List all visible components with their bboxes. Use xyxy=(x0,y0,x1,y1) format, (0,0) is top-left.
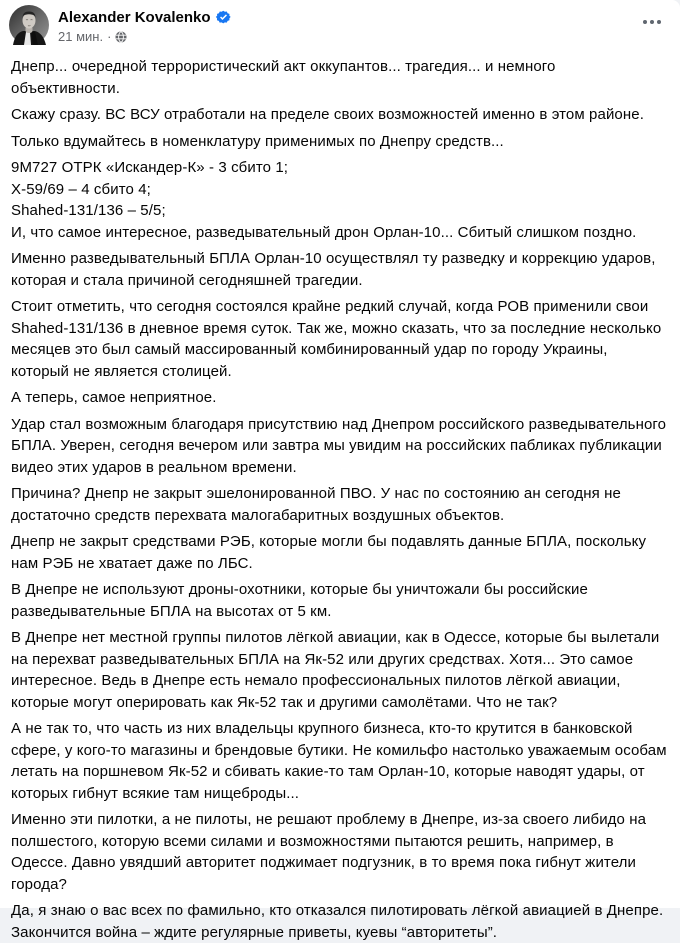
menu-dot xyxy=(650,20,654,24)
post-paragraph: В Днепре не используют дроны-охотники, которые бы уничтожали бы российские разведывательные БПЛА на высотах от 5 км. xyxy=(11,581,588,620)
author-line xyxy=(58,8,231,27)
post-paragraph: Именно разведывательный БПЛА Орлан-10 осуществлял ту разведку и коррекцию ударов, которая и стала причиной сегодняшней трагедии. xyxy=(11,250,656,289)
post-body xyxy=(0,47,680,943)
globe-public-icon xyxy=(115,31,127,43)
post-options-menu-icon[interactable] xyxy=(636,10,668,34)
menu-dot xyxy=(643,20,647,24)
post-paragraph: Только вдумайтесь в номенклатуру применимых по Днепру средств... xyxy=(11,132,504,150)
timestamp[interactable]: 21 мин. xyxy=(58,29,104,44)
post-header xyxy=(0,0,680,47)
post-paragraph: Да, я знаю о вас всех по фамильно, кто отказался пилотировать лёгкой авиацией в Днепре. Закончится война – ждите регулярные приветы, куевы “авторитеты”. xyxy=(11,902,664,941)
verified-badge-icon xyxy=(216,10,231,25)
post-paragraph: Удар стал возможным благодаря присутствию над Днепром российского разведывательного БПЛА. Уверен, сегодня вечером или завтра мы увидим на российских пабликах публикации видео этих ударов в реальном времени. xyxy=(11,415,667,476)
post-paragraph: Именно эти пилотки, а не пилоты, не решают проблему в Днепре, из-за своего либидо на полшестого, которую всеми силами и возможностями пытаются решить, например, в Одессе. Давно увядший авторитет поджимает подгузник, в то время пока гибнут жители города? xyxy=(11,811,647,893)
author-block xyxy=(58,5,231,45)
post-paragraph: А теперь, самое неприятное. xyxy=(11,389,217,406)
post-paragraph: Днепр не закрыт средствами РЭБ, которые могли бы подавлять данные БПЛА, поскольку нам РЭБ не хватает даже по ЛБС. xyxy=(11,533,647,572)
meta-separator: · xyxy=(107,29,112,44)
post-paragraph: Днепр... очередной террористический акт оккупантов... трагедия... и немного объективности. xyxy=(11,58,556,97)
avatar-photo xyxy=(9,5,49,45)
author-name[interactable]: Alexander Kovalenko xyxy=(58,9,211,26)
post-paragraph: Скажу сразу. ВС ВСУ отработали на пределе своих возможностей именно в этом районе. xyxy=(11,106,644,123)
post-paragraph: В Днепре нет местной группы пилотов лёгкой авиации, как в Одессе, которые бы вылетали на перехват разведывательных БПЛА на Як-52 или других средствах. Хотя... Это самое интересное. Ведь в Днепре есть немало профессиональных пилотов лёгкой авиации, которые могут оперировать как Як-52 так и другими самолётами. Что не так? xyxy=(11,629,660,711)
post-paragraph: 9М727 ОТРК «Искандер-К» - 3 сбито 1; Х-59/69 – 4 сбито 4; Shahed-131/136 – 5/5; И, что самое интересное, разведывательный дрон Орлан-10... Сбитый слишком поздно. xyxy=(11,159,637,241)
post-meta xyxy=(58,28,231,45)
post-paragraph: А не так то, что часть из них владельцы крупного бизнеса, кто-то крутится в банковской сфере, у кого-то магазины и брендовые бутики. Не комильфо настолько уважаемым особам летать на поршневом Як-52 и сбивать какие-то там Орлан-10, которые наводят удары, от которых гибнут всякие там нищеброды... xyxy=(11,720,667,802)
avatar[interactable] xyxy=(9,5,49,45)
post-paragraph: Причина? Днепр не закрыт эшелонированной ПВО. У нас по состоянию ан сегодня не достаточно средств перехвата малогабаритных воздушных объектов. xyxy=(11,485,621,524)
menu-dot xyxy=(657,20,661,24)
post-paragraph: Стоит отметить, что сегодня состоялся крайне редкий случай, когда РОВ применили свои Shahed-131/136 в дневное время суток. Так же, можно сказать, что за последние несколько месяцев это был самый массированный комбинированный удар по городу Украины, который не является столицей. xyxy=(11,298,662,380)
